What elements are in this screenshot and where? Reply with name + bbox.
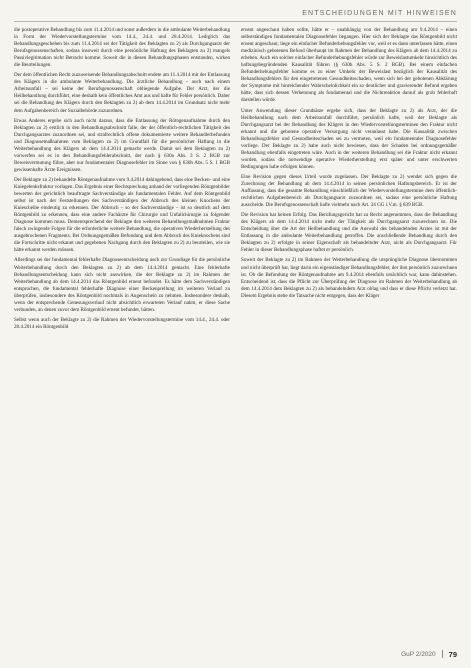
paragraph: Die Revision hat keinen Erfolg. Das Berufungsgericht hat zu Recht angenommen, dass die Behandlung des Klägers ab dem 14.4.2014 nicht mehr der Tätigkeit als Durchgangsarzt zuzurechnen ist. Die Entscheidung über die Art der Heilbehandlung und die Auswahl des behandelnden Arztes ist mit der Entlassung in die ambulante Weiterbehandlung getroffen. Die anschließende Behandlung durch den Beklagten zu 2) erfolgte in seiner Eigenschaft als behandelnder Arzt, nicht als Durchgangsarzt. Für Fehler in dieser Behandlungsphase haftet er persönlich. <box>241 212 457 254</box>
paragraph: Unter Anwendung dieser Grundsätze ergebe sich, dass der Beklagte zu 2) als Arzt, der die Heilbehandlung nach dem Arbeitsunfall durchführt, persönlich hafte, weil der Beklagte als Durchgangsarzt bei der Behandlung des Klägers in den Wiedervorstellungsterminen den Fraktur nicht erkannt und die gebotene operative Versorgung nicht veranlasst habe. Die Kausalität zwischen Behandlungsfehler und Gesundheitsschaden sei zu vermuten, weil ein fundamentaler Diagnosefehler vorliege. Der Beklagte zu 2) habe auch nicht bewiesen, dass der Schaden bei ordnungsgemäßer Behandlung ebenfalls eingetreten wäre. Auch in der weiteren Behandlung sei die Fraktur nicht erkannt worden, sodass die notwendige operative Wiederherstellung erst später und unter erschwerten Bedingungen habe erfolgen können. <box>241 107 457 170</box>
running-header <box>14 6 457 20</box>
header-rule <box>14 21 457 22</box>
article-body <box>14 27 457 639</box>
page-number: 79 <box>448 649 457 659</box>
paragraph: Der Beklagte zu 2) behandelte Röntgenaufnahme vom 9.4.2014 dahingehend, dass eine Becken- und eine Kniegelenksfraktur vorlagen. Das Ergebnis einer Rechtsprechung anhand der vorliegenden Röntgenbilder bewerten der gerichtlich beauftragte Sachverständige als fundamentalen Fehler. Auf dem Röntgenbild selbst ist nach der Feststellungen des Sachverständigen der Abbruch des kleinen Knochens der Kniescheibe eindeutig zu erkennen. Der Abbruch – so der Sachverständige – ist so deutlich auf dem Röntgenbild zu erkennen, dass eine andere Fachärzte für Chirurgie und Unfallchirurgie zu folgender Diagnose kommen muss. Dementsprechend der Beklagte den weiteren Behandlungsmaßnahmen Fraktur falsch zwingende Folgen für die erforderliche weitere Behandlung, die operativen Wiederherstellung des ausgebrochenen Fragments. Bei Ordnungsgemäßen Befundung und dem Abbruch des Knieknochens sind die Fortschritte nicht erkannt und gegebenen Nachgang durch den Beklagten zu 2) zu beurteilen, wie sie hätte erkannt werden müssen. <box>14 176 230 254</box>
left-column <box>14 27 230 639</box>
section-title: ENTSCHEIDUNGEN MIT HINWEISEN <box>302 9 457 17</box>
paragraph: Der dem öffentlichen Recht zuzuweisende Behandlungsabschnitt endete am 11.4.2014 mit der Entlassung des Klägers in die ambulante Weiterbehandlung. Die ärztliche Behandlung – auch nach einem Arbeitsunfall – sei keine der Berufsgenossenschaft obliegende Aufgabe. Der Arzt, der die Heilbehandlung durchführt, eine deshalb kein öffentliches Amt aus und hafte für Fehler persönlich. Daher sei die Behandlung des Klägers durch den Beklagten zu 2) ab dem 14.4.2014 im Grundsatz nicht mehr dem Aufgabenbereich der Sozialbehörde zuzuordnen. <box>14 72 230 114</box>
journal-issue: GuP 2/2020 <box>401 650 436 658</box>
paragraph: Selbst wenn auch der Beklagte zu 2) die Rahmen der Wiedervorstellungstermine vom 14.4., 24.4. oder 28.4.2014 ein Röntgenbild <box>14 316 230 330</box>
paragraph: Soweit der Beklagte zu 2) im Rahmen der Weiterbehandlung die ursprüngliche Diagnose übernommen und nicht überprüft hat, liegt darin ein eigenständiger Behandlungsfehler, der ihm persönlich zuzurechnen ist. Ob die Befundung der Röntgenaufnahme am 9.4.2014 ebenfalls ursächlich war, kann dahinstehen. Entscheidend ist, dass die Pflicht zur Überprüfung der Diagnose im Rahmen der Weiterbehandlung ab dem 14.4.2014 dem Beklagten zu 2) als behandelndem Arzt oblag und dass er diese Pflicht verletzt hat. Diesem Ergebnis stehe die Tatsache nicht entgegen, dass der Kläger <box>241 257 457 299</box>
page-footer <box>401 648 457 660</box>
right-column <box>241 27 457 639</box>
paragraph: Allerdings sei der fundamental fehlerhafte Diagnoseentscheidung auch zur Grundlage für die persönliche Weiterbehandlung durch den Beklagten zu 2) ab dem 14.4.2014 gemacht. Eine fehlerhafte Behandlungsentscheidung kann sich nicht auswirken, die der Beklagte zu 2) im Rahmen der Weiterbehandlung ab dem 14.4.2014 das Röntgenbild erneut befundet. Es hätte dem Sachverständigen entsprochen, die fundamental fehlerhafte Diagnose einer Beckenprellung im weiteren Verlauf zu überprüfen, insbesondere des Röntgenbild nochmals in Augenschein zu nehmen. Insbesondere deshalb, wenn der entsprechende Genesungsverlauf nicht absichtlich erwarteten Verlauf nahm, er diese Sache verbunden, an denen zuvor dem Röntgenbild erneut befundet, hätten. <box>14 257 230 313</box>
footer-divider <box>442 650 443 658</box>
paragraph: Etwas Anderes ergebe sich auch nicht daraus, dass die Entlassung der Rötngenaufnahme durch den Beklagten zu 2) erstlich in den Behandlungsabschnitt falle, der der öffentlich-rechtlichen Tätigkeit des Durchgangsarztes zuzuordnen sei, und strafrechtlich offene dokumentierte weitere Behandlerbefunden und Diagnosemaßnahmen vom Beklagten zu 2) im Grundfall für die persönlicher Haftung in die Weiterbehandlung des Klägers ab dem 14.4.2014 gemacht werde. Damit sei dem Beklagten zu 2) vorwerfen sei es in den Behandlungsfehlerabschnitt, der nach § 630a Abs. 3 S. 2 BGB zur Beweisvermutung führe, aber nur fundamentaler Diagnosefehler im Sinne von § 630h Abs. 5 S. 1 BGB gewissenhafte Ärzte Ereignissen. <box>14 117 230 173</box>
paragraph: erneut angeschaut haben sollte, hätte er – unabhängig von der Behandlung am 9.4.2014 – einen selbstständigen fundamentalen Diagnosefehler begangen. Hier sich der Beklagte das Röntgenbild nicht erneut angeschaut, liege ein einfacher Befunderhebungsfehler vor, weil er es dann unterlassen hätte, einen medizinisch gebotenen Befund überhaupt im Rahmen der Behandlung des Klägers ab dem 14.4.2014 zu erheben. Auch ein solcher einfacher Befunderhebungsfehler würde zur Beweislastumkehr hinsichtlich des haftungsbegründenden Kausalität führen (§ 630h Abs. 5 S. 2 BGB). Bei einem einfachen Befunderhebungsfehler komme es zu einer Umkehr der Beweislast bezüglich der Kausalität des Behandlungsfehlers für den eingetretenen Gesundheitsschaden, wenn sich bei der gebotenen Abklärung der Symptome mit hinreichender Wahrscheinlichkeit ein so deutlicher und gravierender Befund ergeben hätte, dass sich dessen Verkennung als fundamental und die Nichtreaktion darauf als grob fehlerhaft darstellen würde. <box>241 27 457 104</box>
paragraph: Eine Revision gegen dieses Urteil wurde zugelassen. Der Beklagte zu 2) wendet sich gegen die Zurechnung der Behandlung ab dem 14.4.2014 in seinen persönlichen Haftungsbereich. Er ist der Auffassung, dass die gesamte Behandlung einschließlich der Wiedervorstellungstermine dem öffentlich-rechtlichen Aufgabenbereich als Durchgangsarzt zuzuordnen sei, sodass eine persönliche Haftung ausscheide. Die Berufsgenossenschaft hafte vielmehr nach Art. 34 GG i.V.m. § 839 BGB. <box>241 173 457 209</box>
paragraph: die postoperative Behandlung bis zum 11.4.2014 und sonst außerdem in die ambulante Weiterbehandlung in Form der Wiedervorstellungstermine vom 14.4., 24.4. und 28.4.2014. Lediglich das Behandlungsgeschehen bis zum 11.4.2014 sei der Tätigkeit des Beklagten zu 2) als Durchgangsarzt der Berufsgenossenschaften, sodass insoweit durch eine persönliche Haftung des Beklagten zu 2) mangels Passivlegitimation nicht Betracht komme. Soweit die in diesen Behandlungsphasen entstanden, wirken die Beurteilungen. <box>14 27 230 69</box>
